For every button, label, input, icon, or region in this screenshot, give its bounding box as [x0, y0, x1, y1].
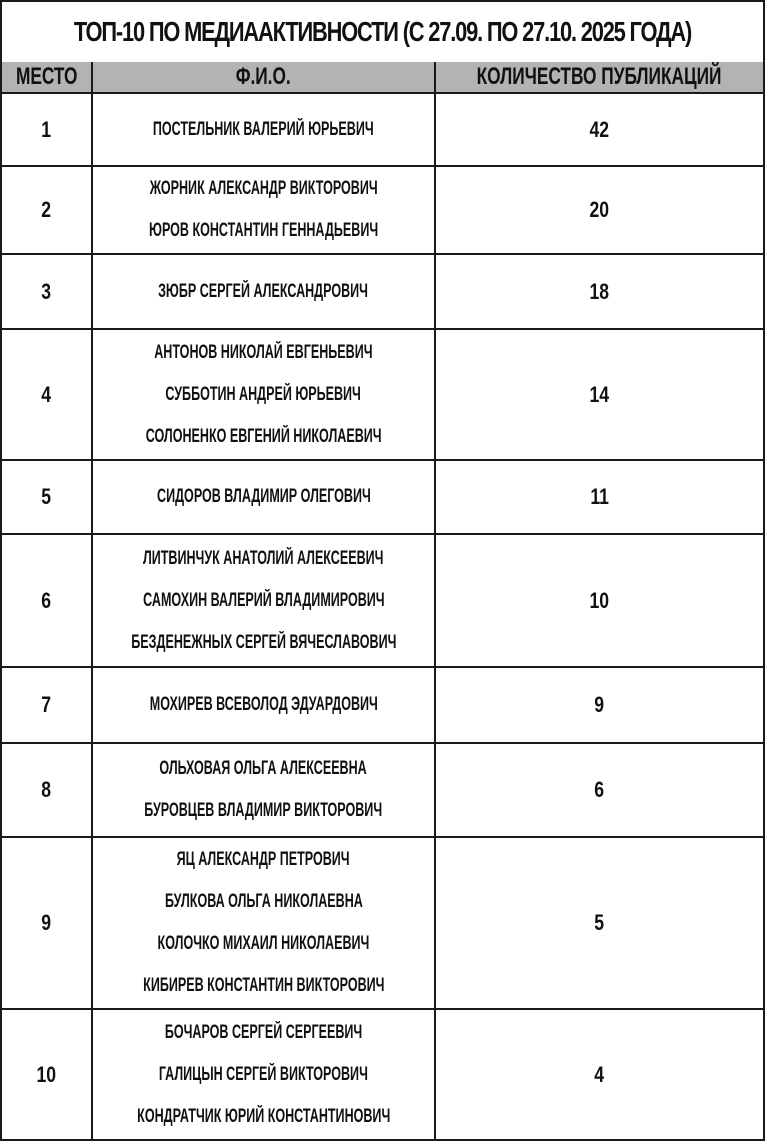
count-value: 5 — [594, 910, 605, 935]
count-cell — [436, 255, 763, 328]
column-header-name — [93, 62, 434, 92]
person-name — [114, 881, 414, 923]
person-name-text: САМОХИН ВАЛЕРИЙ ВЛАДИМИРОВИЧ — [142, 589, 385, 611]
place-value: 7 — [41, 692, 52, 717]
count-value: 9 — [594, 692, 605, 717]
person-name-text: ПОСТЕЛЬНИК ВАЛЕРИЙ ЮРЬЕВИЧ — [153, 118, 374, 140]
names-cell — [93, 167, 434, 253]
place-cell — [2, 330, 91, 459]
person-name-text: КОЛОЧКО МИХАИЛ НИКОЛАЕВИЧ — [157, 933, 370, 954]
person-name — [105, 1054, 422, 1096]
person-name — [132, 839, 394, 881]
table-row — [2, 666, 763, 742]
person-name — [83, 790, 443, 832]
person-name-text: МОХИРЕВ ВСЕВОЛОД ЭДУАРДОВИЧ — [149, 694, 378, 715]
person-name-text: АНТОНОВ НИКОЛАЙ ЕВГЕНЬЕВИЧ — [154, 341, 373, 363]
place-value: 10 — [36, 1061, 57, 1087]
person-name-text: СУББОТИН АНДРЕЙ ЮРЬЕВИЧ — [165, 383, 362, 405]
person-name-text: БЕЗДЕНЕЖНЫХ СЕРГЕЙ ВЯЧЕСЛАВОВИЧ — [130, 631, 397, 653]
count-value: 14 — [589, 381, 610, 407]
person-name — [72, 1096, 455, 1138]
person-name — [104, 271, 422, 313]
count-value: 42 — [589, 116, 610, 142]
count-cell — [436, 94, 763, 165]
column-header-count-label: КОЛИЧЕСТВО ПУБЛИКАЦИЙ — [477, 63, 722, 90]
count-value: 6 — [594, 777, 605, 802]
count-cell — [436, 744, 763, 836]
person-name-text: СИДОРОВ ВЛАДИМИР ОЛЕГОВИЧ — [156, 486, 371, 507]
count-cell — [436, 330, 763, 459]
names-cell — [93, 94, 434, 165]
column-divider — [434, 62, 436, 1139]
table-row — [2, 533, 763, 666]
person-name — [114, 1012, 413, 1054]
names-cell — [93, 255, 434, 328]
names-cell — [93, 838, 434, 1008]
person-name-text: БУЛКОВА ОЛЬГА НИКОЛАЕВНА — [164, 891, 363, 912]
person-name-text: БУРОВЦЕВ ВЛАДИМИР ВИКТОРОВИЧ — [144, 800, 383, 821]
table-row — [2, 459, 763, 533]
person-name — [90, 210, 437, 252]
person-name — [81, 580, 447, 622]
names-cell — [93, 330, 434, 459]
count-cell — [436, 535, 763, 666]
person-name — [98, 332, 429, 374]
person-name-text: ЯЦ АЛЕКСАНДР ПЕТРОВИЧ — [176, 849, 351, 870]
place-cell — [2, 744, 91, 836]
place-value: 6 — [41, 587, 52, 613]
place-value: 5 — [41, 484, 52, 509]
names-cell — [93, 668, 434, 742]
count-cell — [436, 461, 763, 533]
count-cell — [436, 1010, 763, 1139]
column-header-place — [2, 62, 91, 92]
table-row — [2, 92, 763, 165]
place-cell — [2, 838, 91, 1008]
count-value: 11 — [590, 484, 609, 509]
person-name-text: БОЧАРОВ СЕРГЕЙ СЕРГЕЕВИЧ — [164, 1021, 363, 1043]
person-name — [102, 476, 426, 518]
place-value: 4 — [41, 381, 52, 407]
person-name — [91, 684, 437, 726]
column-header-place-label: МЕСТО — [15, 63, 78, 90]
names-cell — [93, 1010, 434, 1139]
person-name — [106, 748, 420, 790]
person-name-text: КИБИРЕВ КОНСТАНТИН ВИКТОРОВИЧ — [142, 975, 385, 996]
count-value: 20 — [589, 197, 610, 222]
place-value: 8 — [41, 777, 52, 802]
person-name — [81, 965, 447, 1007]
column-divider — [91, 62, 93, 1139]
count-cell — [436, 668, 763, 742]
place-value: 3 — [41, 278, 52, 304]
place-cell — [2, 255, 91, 328]
count-cell — [436, 838, 763, 1008]
person-name — [103, 923, 424, 965]
place-value: 1 — [41, 116, 52, 142]
table-row — [2, 253, 763, 328]
person-name — [63, 622, 465, 664]
person-name-text: ОЛЬХОВАЯ ОЛЬГА АЛЕКСЕЕВНА — [159, 758, 368, 779]
place-cell — [2, 668, 91, 742]
person-name-text: СОЛОНЕНКО ЕВГЕНИЙ НИКОЛАЕВИЧ — [145, 425, 382, 447]
table-header — [2, 62, 763, 92]
person-name-text: КОНДРАТЧИК ЮРИЙ КОНСТАНТИНОВИЧ — [136, 1105, 391, 1127]
person-name-text: ЮРОВ КОНСТАНТИН ГЕННАДЬЕВИЧ — [148, 220, 379, 241]
place-value: 9 — [41, 910, 52, 935]
count-value: 18 — [589, 278, 610, 304]
column-header-name-label: Ф.И.О. — [235, 63, 292, 90]
place-cell — [2, 461, 91, 533]
table-row — [2, 742, 763, 836]
person-name-text: ГАЛИЦЫН СЕРГЕЙ ВИКТОРОВИЧ — [158, 1063, 369, 1085]
place-cell — [2, 94, 91, 165]
person-name-text: ЛИТВИНЧУК АНАТОЛИЙ АЛЕКСЕЕВИЧ — [143, 547, 384, 569]
person-name — [81, 538, 445, 580]
column-header-count — [436, 62, 763, 92]
names-cell — [93, 461, 434, 533]
table-row — [2, 836, 763, 1008]
place-value: 2 — [41, 197, 52, 222]
names-cell — [93, 744, 434, 836]
table-title: ТОП-10 ПО МЕДИААКТИВНОСТИ (С 27.09. ПО 27.10. 2025 ГОДА) — [73, 16, 692, 47]
count-cell — [436, 167, 763, 253]
count-value: 10 — [589, 587, 610, 613]
names-cell — [93, 535, 434, 666]
place-cell — [2, 167, 91, 253]
table-row — [2, 328, 763, 459]
person-name — [96, 109, 431, 151]
person-name — [115, 374, 411, 416]
person-name-text: ЖОРНИК АЛЕКСАНДР ВИКТОРОВИЧ — [149, 178, 378, 199]
person-name-text: ЗЮБР СЕРГЕЙ АЛЕКСАНДРОВИЧ — [158, 280, 369, 302]
person-name — [85, 416, 442, 458]
table-row — [2, 165, 763, 253]
table-row — [2, 1008, 763, 1139]
count-value: 4 — [594, 1061, 605, 1087]
person-name — [91, 168, 436, 210]
